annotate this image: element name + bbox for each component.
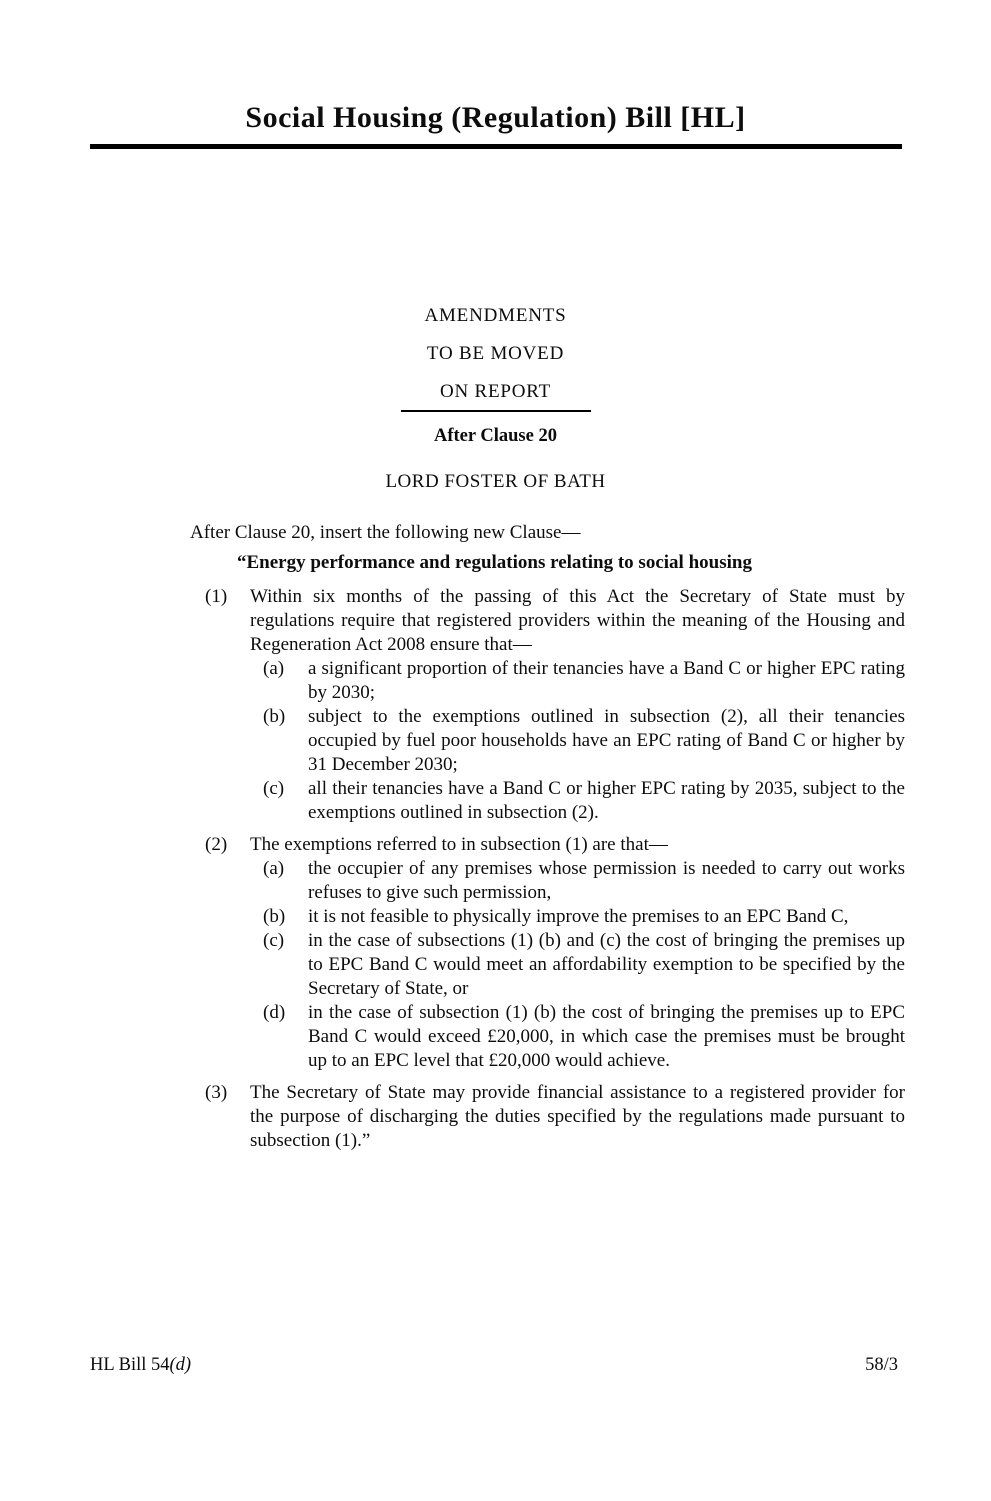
bill-reference-suffix: (d) xyxy=(169,1355,192,1375)
subsection-2-text xyxy=(190,833,905,857)
bill-reference xyxy=(90,1353,191,1377)
subsection-2-item-d xyxy=(190,1001,905,1073)
item-label: (a) xyxy=(263,658,285,679)
item-label: (a) xyxy=(263,858,285,879)
subsection-1 xyxy=(190,585,905,825)
item-label: (b) xyxy=(263,906,286,927)
subsection-1-text xyxy=(190,585,905,657)
subsection-1-item-c xyxy=(190,777,905,825)
subsection-2-item-a xyxy=(190,857,905,905)
item-text: all their tenancies have a Band C or higher EPC rating by 2035, subject to the exemptions outlined in subsection (2). xyxy=(308,778,905,823)
mover-name: LORD FOSTER OF BATH xyxy=(385,471,606,492)
heading-rule xyxy=(401,410,591,412)
subsection-3-text xyxy=(190,1081,905,1153)
subsection-1-item-b xyxy=(190,705,905,777)
sheet-number: 58/3 xyxy=(865,1355,898,1375)
item-text: it is not feasible to physically improve the premises to an EPC Band C, xyxy=(308,906,849,927)
subsection-number: (2) xyxy=(205,834,228,855)
title-rule xyxy=(90,144,902,149)
amendments-heading xyxy=(0,305,991,412)
item-text: a significant proportion of their tenancies have a Band C or higher EPC rating by 2030; xyxy=(308,658,905,703)
item-label: (c) xyxy=(263,930,285,951)
subsection-2 xyxy=(190,833,905,1073)
subsection-body: The exemptions referred to in subsection (1) are that— xyxy=(250,834,668,855)
heading-line-on-report: ON REPORT xyxy=(439,381,552,402)
subsection-2-item-b xyxy=(190,905,905,929)
item-text: the occupier of any premises whose permission is needed to carry out works refuses to give such permission, xyxy=(308,858,905,903)
subsection-2-item-c xyxy=(190,929,905,1001)
item-text: in the case of subsection (1) (b) the cost of bringing the premises up to EPC Band C would exceed £20,000, in which case the premises must be brought up to an EPC level that £20,000 would achieve. xyxy=(308,1002,905,1071)
item-text: in the case of subsections (1) (b) and (c) the cost of bringing the premises up to EPC Band C would meet an affordability exemption to be specified by the Secretary of State, or xyxy=(308,930,905,999)
new-clause-title: “Energy performance and regulations relating to social housing xyxy=(237,552,752,573)
heading-line-amendments: AMENDMENTS xyxy=(424,305,567,326)
subsection-3 xyxy=(190,1081,905,1153)
subsection-1-item-a xyxy=(190,657,905,705)
item-label: (b) xyxy=(263,706,286,727)
subsection-body: The Secretary of State may provide financial assistance to a registered provider for the purpose of discharging the duties specified by the regulations made pursuant to subsection (1).” xyxy=(250,1082,905,1151)
bill-reference-number: HL Bill 54 xyxy=(90,1355,170,1375)
item-text: subject to the exemptions outlined in subsection (2), all their tenancies occupied by fuel poor households have an EPC rating of Band C or higher by 31 December 2030; xyxy=(308,706,905,775)
subsection-number: (3) xyxy=(205,1082,228,1103)
amendment-instruction: After Clause 20, insert the following new Clause— xyxy=(190,522,581,543)
amendment-body xyxy=(190,521,905,1153)
bill-page xyxy=(0,100,991,1375)
item-label: (c) xyxy=(263,778,285,799)
page-title: Social Housing (Regulation) Bill [HL] xyxy=(245,101,746,134)
page-footer xyxy=(90,1353,898,1377)
heading-line-to-be-moved: TO BE MOVED xyxy=(426,343,565,364)
item-label: (d) xyxy=(263,1002,286,1023)
subsection-number: (1) xyxy=(205,586,228,607)
subsection-body: Within six months of the passing of this Act the Secretary of State must by regulations require that registered providers within the meaning of the Housing and Regeneration Act 2008 ensure that— xyxy=(250,586,905,655)
clause-reference: After Clause 20 xyxy=(434,426,557,446)
